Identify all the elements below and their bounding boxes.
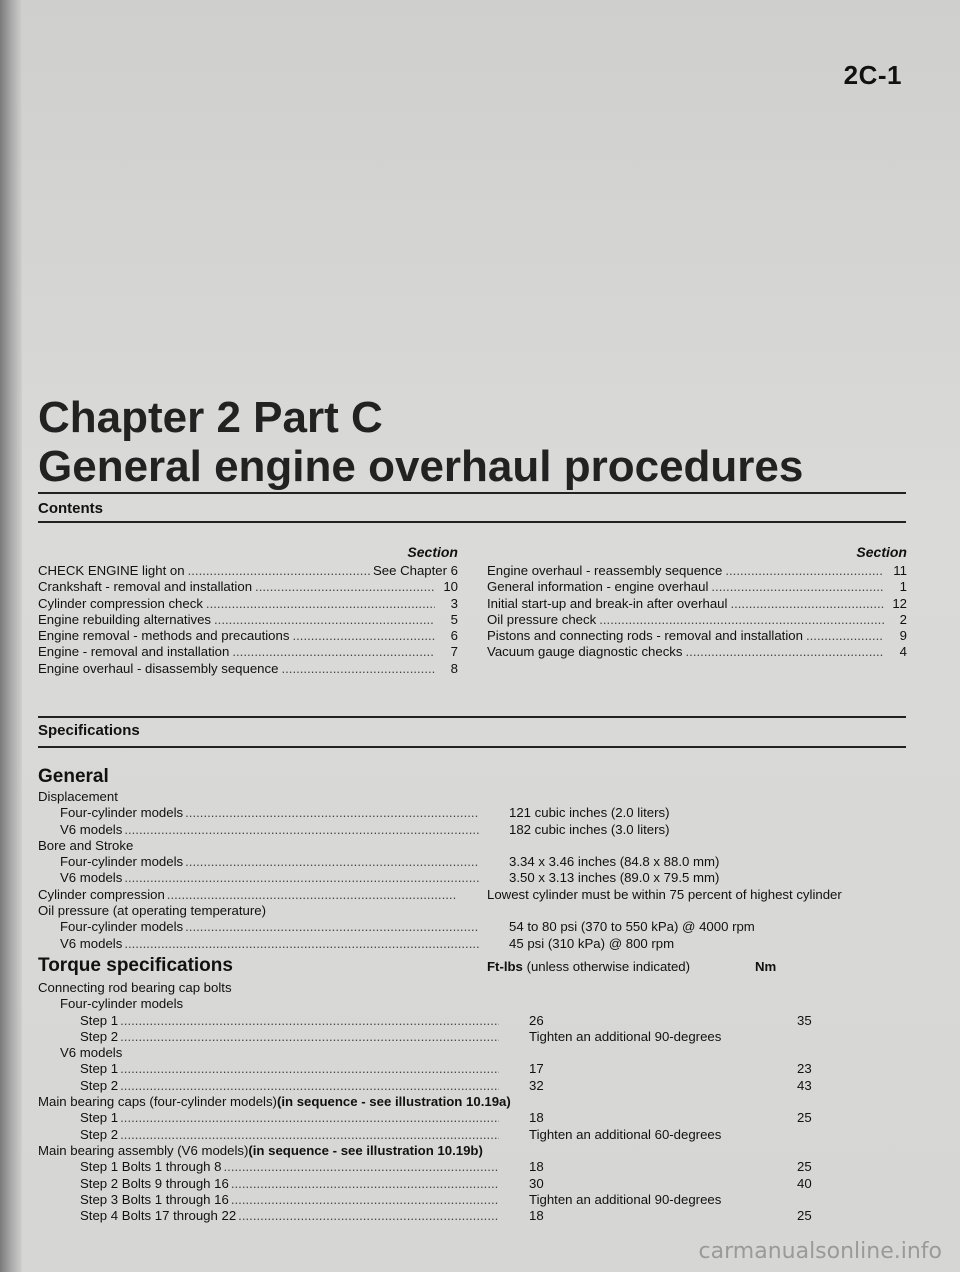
- contents-entry-title: Engine overhaul - reassembly sequence: [487, 563, 723, 578]
- contents-entry-section: 2: [899, 611, 907, 627]
- dot-leader: [806, 628, 884, 644]
- spec-label: Step 2: [80, 1126, 119, 1142]
- spec-label-note: (in sequence - see illustration 10.19b): [248, 1142, 483, 1158]
- dot-leader: [238, 1208, 499, 1224]
- torque-spec-row: [38, 1208, 918, 1224]
- torque-spec-row: [38, 1159, 918, 1175]
- contents-entry-section: 8: [450, 660, 458, 676]
- contents-entry-title: General information - engine overhaul: [487, 579, 709, 595]
- page-number: 2C-1: [843, 60, 902, 90]
- spec-value: 45 psi (310 kPa) @ 800 rpm: [509, 935, 675, 951]
- contents-entry: [487, 596, 907, 612]
- spec-label: Oil pressure (at operating temperature): [38, 903, 266, 919]
- dot-leader: [599, 612, 884, 628]
- torque-spec-row: [38, 980, 918, 996]
- spec-label: Four-cylinder models: [60, 854, 184, 870]
- torque-spec-list: [38, 980, 918, 1224]
- dot-leader: [206, 596, 435, 612]
- spec-label: Cylinder compression: [38, 886, 165, 902]
- contents-entry-title: Initial start-up and break-in after overhaul: [487, 595, 728, 611]
- spec-label: Connecting rod bearing cap bolts: [38, 979, 232, 995]
- spec-label: Main bearing assembly (V6 models): [38, 1142, 249, 1158]
- contents-entry-title: Cylinder compression check: [38, 595, 203, 611]
- contents-entry-section: See Chapter 6: [372, 563, 458, 578]
- dot-leader: [120, 1013, 499, 1029]
- spec-value: Lowest cylinder must be within 75 percent of highest cylinder: [487, 886, 842, 902]
- dot-leader: [255, 579, 435, 595]
- torque-spec-row: [38, 1143, 918, 1159]
- spec-label: Displacement: [38, 789, 118, 804]
- contents-entry-title: Engine removal - methods and precautions: [38, 628, 290, 644]
- contents-entry: [38, 596, 458, 612]
- spec-label-note: (in sequence - see illustration 10.19a): [276, 1094, 511, 1110]
- general-spec-row: [38, 838, 918, 854]
- torque-spec-row: [38, 1078, 918, 1094]
- contents-entry: [38, 563, 458, 579]
- dot-leader: [120, 1110, 499, 1126]
- spec-value: 54 to 80 psi (370 to 550 kPa) @ 4000 rpm: [509, 919, 755, 935]
- contents-entry: [38, 612, 458, 628]
- contents-heading: Contents: [38, 500, 103, 517]
- nm-value: 35: [797, 1012, 812, 1028]
- spec-value: 3.34 x 3.46 inches (84.8 x 88.0 mm): [509, 854, 720, 870]
- spec-label: Bore and Stroke: [38, 837, 134, 853]
- dot-leader: [124, 936, 479, 952]
- general-spec-row: [38, 822, 918, 838]
- watermark: carmanualsonline.info: [698, 1239, 942, 1264]
- spec-value: 3.50 x 3.13 inches (89.0 x 79.5 mm): [509, 870, 720, 886]
- contents-entry-section: 1: [899, 579, 907, 595]
- spec-label: Four-cylinder models: [60, 919, 184, 935]
- contents-right-column: [487, 541, 907, 661]
- contents-entry: [487, 563, 907, 579]
- general-spec-row: [38, 789, 918, 805]
- contents-entry-title: Vacuum gauge diagnostic checks: [487, 644, 683, 660]
- torque-spec-row: [38, 1094, 918, 1110]
- spec-label: V6 models: [60, 821, 123, 837]
- torque-spec-row: [38, 1045, 918, 1061]
- section-column-header: Section: [407, 544, 458, 560]
- dot-leader: [686, 644, 885, 660]
- torque-spec-row: [38, 1110, 918, 1126]
- spec-label: V6 models: [60, 1045, 123, 1061]
- contents-entry: [38, 579, 458, 595]
- spec-label: Step 1: [80, 1012, 119, 1028]
- dot-leader: [214, 612, 435, 628]
- general-spec-row: [38, 870, 918, 886]
- nm-value: 43: [797, 1077, 812, 1093]
- spec-label: Step 2: [80, 1028, 119, 1044]
- dot-leader: [730, 596, 884, 612]
- contents-entry-title: Engine overhaul - disassembly sequence: [38, 660, 279, 676]
- contents-entry: [487, 644, 907, 660]
- torque-heading: Torque specifications: [38, 954, 233, 976]
- torque-spec-row: [38, 1176, 918, 1192]
- spec-label: Step 3 Bolts 1 through 16: [80, 1191, 229, 1207]
- spec-label: Four-cylinder models: [60, 805, 184, 821]
- dot-leader: [120, 1029, 499, 1045]
- contents-entry-section: 9: [899, 628, 907, 644]
- spec-label: Step 2: [80, 1077, 119, 1093]
- dot-leader: [124, 822, 479, 838]
- specifications-heading: Specifications: [38, 722, 140, 739]
- contents-entry-title: Oil pressure check: [487, 611, 597, 627]
- specifications-rule: [38, 746, 906, 748]
- contents-entry: [487, 579, 907, 595]
- contents-entry-section: 11: [893, 563, 907, 578]
- contents-entry-title: Pistons and connecting rods - removal and installation: [487, 628, 803, 644]
- dot-leader: [232, 644, 435, 660]
- ftlbs-value: Tighten an additional 90-degrees: [529, 1028, 722, 1044]
- ftlbs-value: Tighten an additional 90-degrees: [529, 1191, 722, 1207]
- page-binding-shadow: [0, 0, 22, 1272]
- dot-leader: [292, 628, 435, 644]
- contents-entry-section: 7: [450, 644, 458, 660]
- nm-value: 25: [797, 1208, 812, 1224]
- ftlbs-value: 26: [529, 1012, 544, 1028]
- general-spec-row: [38, 805, 918, 821]
- ftlbs-note: (unless otherwise indicated): [522, 958, 691, 974]
- ftlbs-value: Tighten an additional 60-degrees: [529, 1126, 722, 1142]
- dot-leader: [185, 919, 479, 935]
- general-spec-row: [38, 919, 918, 935]
- torque-header-row: [38, 954, 918, 980]
- ftlbs-value: 32: [529, 1077, 544, 1093]
- contents-entry-section: 4: [899, 644, 907, 660]
- ftlbs-value: 17: [529, 1061, 544, 1077]
- contents-entry-title: CHECK ENGINE light on: [38, 563, 185, 578]
- nm-value: 40: [797, 1175, 812, 1191]
- general-spec-list: [38, 789, 918, 952]
- spec-label: V6 models: [60, 870, 123, 886]
- contents-entry: [38, 628, 458, 644]
- general-spec-row: [38, 936, 918, 952]
- dot-leader: [281, 661, 435, 677]
- spec-label: V6 models: [60, 935, 123, 951]
- dot-leader: [231, 1176, 499, 1192]
- spec-label: Main bearing caps (four-cylinder models): [38, 1094, 277, 1110]
- specifications-top-rule: [38, 716, 906, 718]
- spec-label: Step 1: [80, 1061, 119, 1077]
- contents-entry-section: 10: [443, 579, 458, 595]
- nm-value: 25: [797, 1110, 812, 1126]
- contents-entry-section: 6: [450, 628, 458, 644]
- contents-left-column: [38, 541, 458, 677]
- spec-label: Four-cylinder models: [60, 996, 184, 1012]
- general-spec-row: [38, 854, 918, 870]
- general-spec-row: [38, 903, 918, 919]
- ftlbs-value: 18: [529, 1110, 544, 1126]
- contents-entry: [38, 644, 458, 660]
- torque-spec-row: [38, 1013, 918, 1029]
- dot-leader: [124, 870, 479, 886]
- ftlbs-value: 30: [529, 1175, 544, 1191]
- dot-leader: [725, 563, 884, 579]
- chapter-title: Chapter 2 Part C: [38, 393, 383, 442]
- nm-value: 23: [797, 1061, 812, 1077]
- contents-entry-title: Engine rebuilding alternatives: [38, 611, 212, 627]
- dot-leader: [120, 1061, 499, 1077]
- contents-entry-title: Engine - removal and installation: [38, 644, 230, 660]
- spec-value: 182 cubic inches (3.0 liters): [509, 821, 670, 837]
- spec-label: Step 2 Bolts 9 through 16: [80, 1175, 229, 1191]
- ftlbs-unit: Ft-lbs: [487, 958, 523, 974]
- dot-leader: [167, 887, 457, 903]
- section-column-header: Section: [856, 544, 907, 560]
- spec-label: Step 4 Bolts 17 through 22: [80, 1208, 237, 1224]
- dot-leader: [188, 563, 370, 579]
- ftlbs-value: 18: [529, 1208, 544, 1224]
- torque-spec-row: [38, 1192, 918, 1208]
- contents-entry-section: 3: [450, 595, 458, 611]
- torque-spec-row: [38, 1127, 918, 1143]
- nm-column-header: Nm: [755, 958, 777, 974]
- dot-leader: [711, 579, 884, 595]
- dot-leader: [231, 1192, 499, 1208]
- dot-leader: [185, 854, 479, 870]
- contents-rule: [38, 521, 906, 523]
- dot-leader: [120, 1078, 499, 1094]
- contents-entry: [487, 612, 907, 628]
- contents-entry: [487, 628, 907, 644]
- spec-label: Step 1 Bolts 1 through 8: [80, 1159, 222, 1175]
- contents-entry-section: 5: [450, 611, 458, 627]
- spec-value: 121 cubic inches (2.0 liters): [509, 805, 670, 821]
- specifications-body: [38, 765, 918, 1224]
- torque-spec-row: [38, 1061, 918, 1077]
- contents-entry-section: 12: [892, 595, 907, 611]
- chapter-subtitle: General engine overhaul procedures: [38, 442, 804, 491]
- nm-value: 25: [797, 1159, 812, 1175]
- ftlbs-value: 18: [529, 1159, 544, 1175]
- torque-spec-row: [38, 1029, 918, 1045]
- contents-entry: [38, 661, 458, 677]
- ftlbs-column-header: [487, 954, 755, 980]
- torque-spec-row: [38, 996, 918, 1012]
- dot-leader: [185, 805, 479, 821]
- spec-label: Step 1: [80, 1110, 119, 1126]
- general-spec-row: [38, 887, 918, 903]
- general-heading: General: [38, 766, 109, 787]
- dot-leader: [224, 1159, 500, 1175]
- contents-entry-title: Crankshaft - removal and installation: [38, 579, 253, 595]
- title-rule: [38, 492, 906, 494]
- dot-leader: [120, 1127, 499, 1143]
